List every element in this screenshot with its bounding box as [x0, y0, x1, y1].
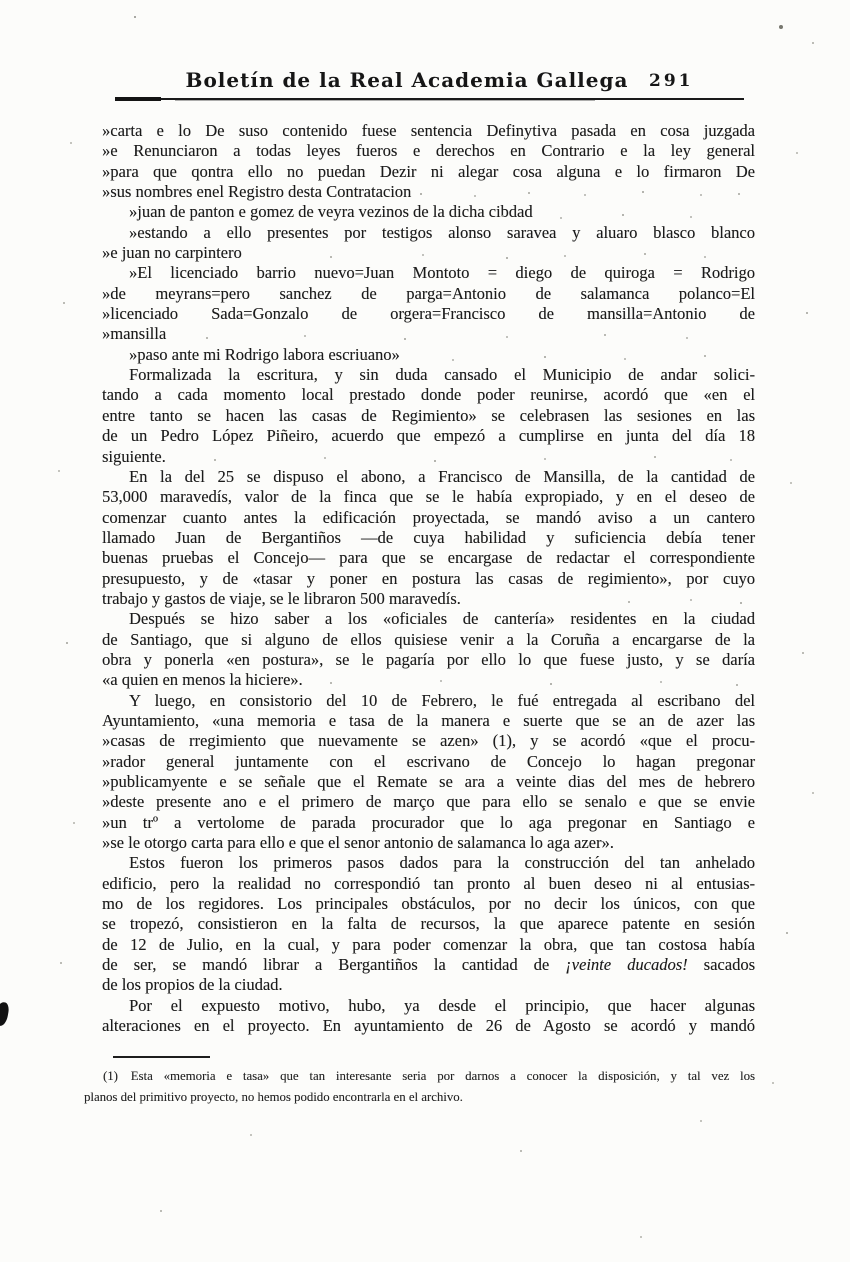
- text-line: »carta e lo De suso contenido fuese sentencia Definytiva pasada en cosa juzgada: [102, 121, 755, 140]
- journal-title: Boletín de la Real Academia Gallega: [185, 68, 629, 92]
- text-line: edificio, pero la realidad no correspondió tan pronto al buen deseo ni al entusias-: [102, 873, 755, 893]
- text-line: »e Renunciaron a todas leyes fueros e derechos en Contrario e la ley general: [102, 141, 755, 161]
- text-line: »deste presente ano e el primero de março que para ello se senalo e que se envie: [102, 792, 755, 812]
- text-line: »paso ante mi Rodrigo labora escriuano»: [129, 344, 400, 364]
- text-line: »mansilla: [102, 324, 167, 344]
- text-line: de un Pedro López Piñeiro, acuerdo que empezó a cumplirse en junta del día 18: [102, 426, 755, 446]
- text-line: «a quien en menos la hiciere».: [102, 670, 303, 690]
- text-line: »un trº a vertolome de parada procurador que lo aga pregonar en Santiago e: [102, 812, 755, 832]
- text-line: »de meyrans=pero sanchez de parga=Antonio de salamanca polanco=El: [102, 283, 755, 303]
- text-line: alteraciones en el proyecto. En ayuntamiento de 26 de Agosto se acordó y mandó: [102, 1016, 755, 1036]
- text-line: »sus nombres enel Registro desta Contratacion: [102, 182, 412, 202]
- ink-blot: [0, 1001, 10, 1027]
- text-line: »para que qontra ello no puedan Dezir ni alegar cosa alguna e lo firmaron De: [102, 161, 755, 181]
- text-line: siguiente.: [102, 446, 166, 466]
- footnote: [84, 1066, 755, 1108]
- footnote-separator: [113, 1056, 210, 1058]
- text-line: de ser, se mandó librar a Bergantiños la cantidad de ¡veinte ducados! sacados: [102, 955, 755, 975]
- text-line: Estos fueron los primeros pasos dados para la construcción del tan anhelado: [129, 853, 755, 873]
- text-line: »estando a ello presentes por testigos alonso saravea y aluaro blasco blanco: [129, 222, 755, 242]
- text-line: tando a cada momento local prestado donde poder reunirse, acordó que «en el: [102, 385, 755, 405]
- text-line: obra y ponerla «en postura», se le pagaría por ello lo que fuese justo, y se daría: [102, 649, 755, 669]
- text-line: presupuesto, y de «tasar y poner en postura las casas de regimiento», por cuyo: [102, 568, 755, 588]
- text-block: [102, 121, 755, 1036]
- text-line: de Santiago, que si alguno de ellos quisiese venir a la Coruña a encargarse de la: [102, 629, 755, 649]
- text-line: »El licenciado barrio nuevo=Juan Montoto = diego de quiroga = Rodrigo: [129, 263, 755, 283]
- text-line: Después se hizo saber a los «oficiales de cantería» residentes en la ciudad: [129, 609, 755, 629]
- text-line: de los propios de la ciudad.: [102, 975, 283, 995]
- text-line: llamado Juan de Bergantiños —de cuya habilidad y suficiencia debía tener: [102, 527, 755, 547]
- text-line: »juan de panton e gomez de veyra vezinos de la dicha cibdad: [129, 202, 533, 222]
- text-line: Por el expuesto motivo, hubo, ya desde el principio, que hacer algunas: [129, 995, 755, 1015]
- text-line: Y luego, en consistorio del 10 de Febrero, le fué entregada al escribano del: [129, 690, 755, 710]
- text-line: »publicamyente e se señale que el Remate se ara a veinte dias del mes de hebrero: [102, 772, 755, 791]
- text-line: comenzar cuanto antes la edificación proyectada, se mandó aviso a un cantero: [102, 507, 755, 527]
- text-line: »licenciado Sada=Gonzalo de orgera=Francisco de mansilla=Antonio de: [102, 304, 755, 324]
- text-line: de 12 de Julio, en la cual, y para poder comenzar la obra, que tan costosa había: [102, 934, 755, 954]
- text-line: se tropezó, consistieron en la falta de recursos, la que aparece patente en sesión: [102, 914, 755, 934]
- footnote-line: (1) Esta «memoria e tasa» que tan interesante seria por darnos a conocer la disposición, y tal vez los: [103, 1069, 755, 1083]
- page-number: 291: [649, 71, 694, 91]
- text-line: mo de los regidores. Los principales obstáculos, por no decir los únicos, con que: [102, 894, 755, 914]
- text-line: trabajo y gastos de viaje, se le libraron 500 maravedís.: [102, 588, 461, 608]
- text-line: entre tanto se hacen las casas de Regimiento» se celebrasen las sesiones en las: [102, 405, 755, 425]
- footnote-line: planos del primitivo proyecto, no hemos podido encontrarla en el archivo.: [84, 1090, 463, 1104]
- text-line: »se le otorgo carta para ello e que el senor antonio de salamanca lo aga azer».: [102, 833, 614, 853]
- text-line: »casas de rregimiento que nuevamente se azen» (1), y se acordó «que el procu-: [102, 731, 755, 751]
- text-line: En la del 25 se dispuso el abono, a Francisco de Mansilla, de la cantidad de: [129, 466, 755, 486]
- header-rule: [115, 98, 744, 100]
- text-line: buenas pruebas el Concejo— para que se encargase de redactar el correspondiente: [102, 548, 755, 568]
- text-line: »e juan no carpintero: [102, 243, 242, 263]
- text-line: 53,000 maravedís, valor de la finca que se le había expropiado, y en el deseo de: [102, 487, 755, 507]
- scan-speckles: [0, 0, 2, 2]
- text-line: Formalizada la escritura, y sin duda cansado el Municipio de andar solici-: [129, 365, 755, 385]
- text-line: Ayuntamiento, «una memoria e tasa de la manera e suerte que se an de azer las: [102, 710, 755, 730]
- text-line: »rador general juntamente con el escrivano de Concejo lo hagan pregonar: [102, 751, 755, 771]
